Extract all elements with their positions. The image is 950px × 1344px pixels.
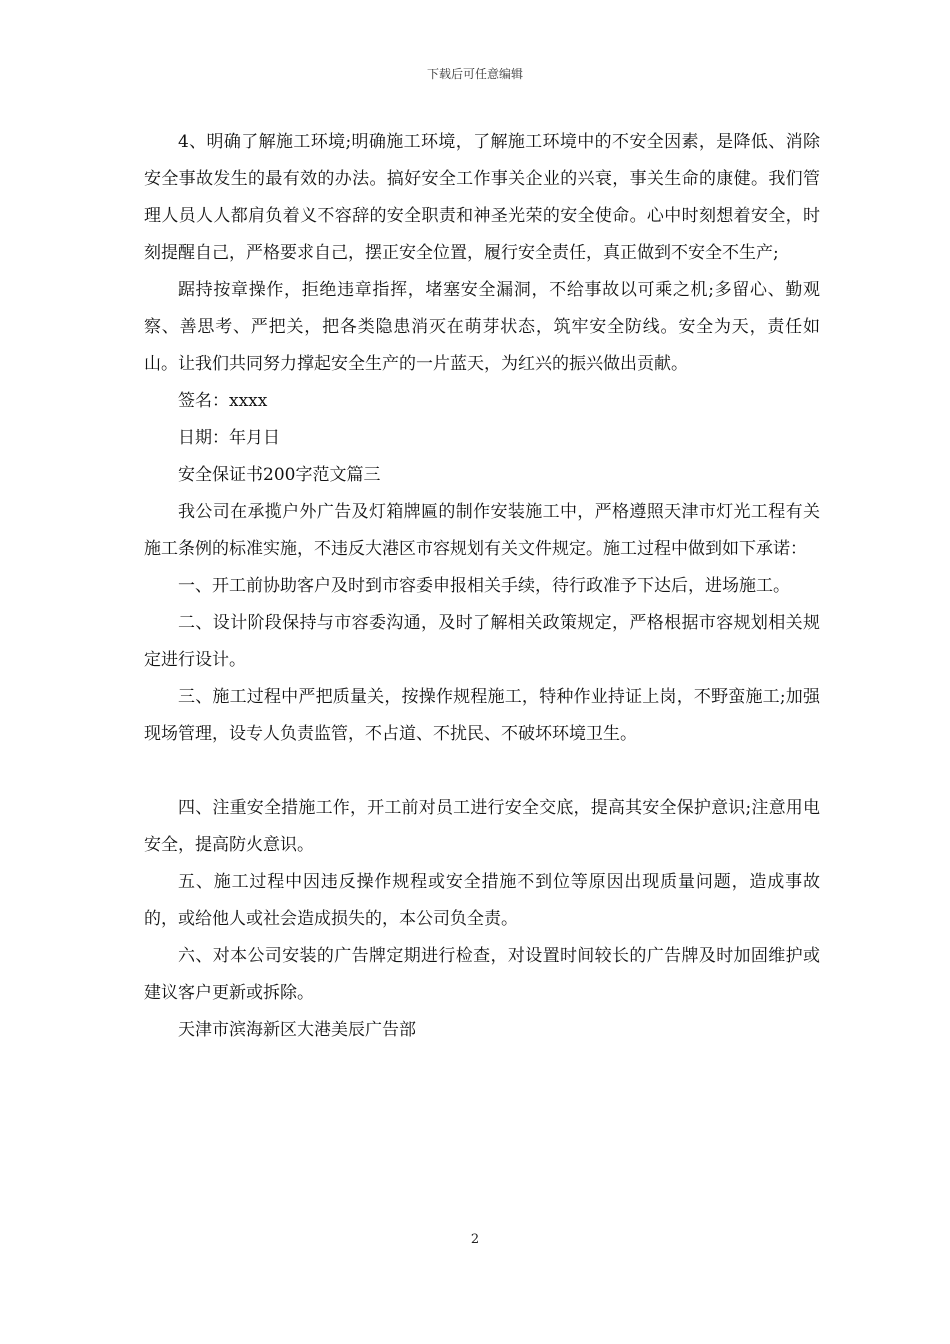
paragraph-pledge-5: 五、施工过程中因违反操作规程或安全措施不到位等原因出现质量问题，造成事故的，或给他人或社会造成损失的，本公司负全责。 — [144, 872, 820, 929]
page-number: 2 — [470, 1232, 480, 1247]
section-title: 安全保证书200字范文篇三 — [178, 465, 381, 485]
date-line: 日期：年月日 — [178, 428, 280, 448]
page-header: 下载后可任意编辑 — [426, 67, 523, 81]
paragraph-adhere-rules: 踞持按章操作，拒绝违章指挥，堵塞安全漏洞，不给事故以可乘之机;多留心、勤观察、善思考、严把关，把各类隐患消灭在萌芽状态，筑牢安全防线。安全为天，责任如山。让我们共同努力撑起安全生产的一片蓝天，为红兴的振兴做出贡献。 — [144, 280, 820, 374]
signature-line: 签名：xxxx — [178, 391, 268, 411]
document-body — [144, 124, 820, 1049]
paragraph-pledge-3: 三、施工过程中严把质量关，按操作规程施工，特种作业持证上岗，不野蛮施工;加强现场管理，设专人负责监管，不占道、不扰民、不破坏环境卫生。 — [144, 687, 820, 744]
paragraph-pledge-4: 四、注重安全措施工作，开工前对员工进行安全交底，提高其安全保护意识;注意用电安全，提高防火意识。 — [144, 798, 820, 855]
paragraph-pledge-1: 一、开工前协助客户及时到市容委申报相关手续，待行政准予下达后，进场施工。 — [178, 576, 790, 596]
paragraph-pledge-6: 六、对本公司安装的广告牌定期进行检查，对设置时间较长的广告牌及时加固维护或建议客户更新或拆除。 — [144, 946, 820, 1003]
paragraph-pledge-2: 二、设计阶段保持与市容委沟通，及时了解相关政策规定，严格根据市容规划相关规定进行设计。 — [144, 613, 820, 670]
paragraph-company-intro: 我公司在承揽户外广告及灯箱牌匾的制作安装施工中，严格遵照天津市灯光工程有关施工条例的标准实施，不违反大港区市容规划有关文件规定。施工过程中做到如下承诺： — [144, 502, 820, 559]
paragraph-item-4: 4、明确了解施工环境;明确施工环境，了解施工环境中的不安全因素，是降低、消除安全事故发生的最有效的办法。搞好安全工作事关企业的兴衰，事关生命的康健。我们管理人员人人都肩负着义不容辞的安全职责和神圣光荣的安全使命。心中时刻想着安全，时刻提醒自己，严格要求自己，摆正安全位置，履行安全责任，真正做到不安全不生产; — [144, 132, 820, 263]
company-signature: 天津市滨海新区大港美辰广告部 — [178, 1020, 416, 1040]
